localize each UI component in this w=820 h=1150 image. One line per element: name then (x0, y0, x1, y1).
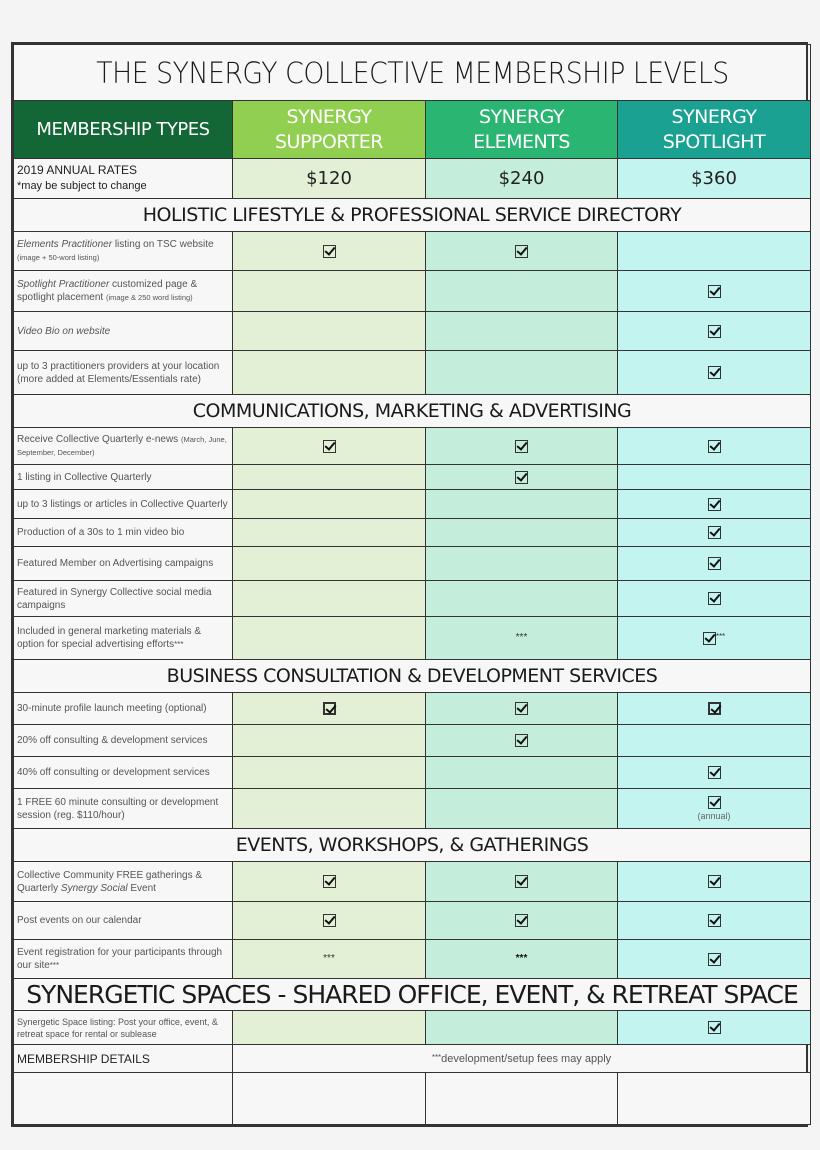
table-row (14, 312, 811, 351)
checkbox-checked-icon (515, 702, 528, 715)
cell-spotlight (618, 465, 811, 490)
feature-label: up to 3 practitioners providers at your location (more added at Elements/Essentials rate) (14, 351, 233, 395)
feature-label-italic: Video Bio on website (17, 325, 111, 337)
feature-label-text: Event registration for your participants through our site (17, 947, 223, 971)
footnote-marker: *** (431, 1052, 442, 1062)
table-row (14, 617, 811, 660)
cell-spotlight (618, 581, 811, 617)
cell-supporter (233, 757, 426, 789)
section-header (14, 829, 811, 862)
checkbox-checked-icon (515, 471, 528, 484)
footnote-stars: *** (715, 631, 726, 641)
cell-elements (426, 465, 618, 490)
cell-spotlight (618, 519, 811, 547)
section-header (14, 979, 811, 1011)
cell-elements (426, 940, 618, 979)
price-elements: $240 (426, 159, 618, 199)
cell-elements (426, 428, 618, 465)
cell-spotlight (618, 862, 811, 902)
feature-label-text: Event (127, 882, 156, 894)
feature-label: Synergetic Space listing: Post your office, event, & retreat space for rental or sublease (14, 1011, 233, 1045)
cell-elements (426, 271, 618, 312)
section-title: EVENTS, WORKSHOPS, & GATHERINGS (14, 829, 811, 862)
cell-spotlight (618, 547, 811, 581)
cell-spotlight (618, 312, 811, 351)
section-header (14, 660, 811, 693)
checkbox-checked-icon (708, 526, 721, 539)
cell-elements (426, 312, 618, 351)
section-title: COMMUNICATIONS, MARKETING & ADVERTISING (14, 395, 811, 428)
feature-label (14, 617, 233, 660)
price-supporter: $120 (233, 159, 426, 199)
cell-elements (426, 581, 618, 617)
table-row (14, 1011, 811, 1045)
feature-label (14, 271, 233, 312)
cell-elements (426, 862, 618, 902)
feature-label (14, 940, 233, 979)
membership-details-label: MEMBERSHIP DETAILS (14, 1045, 233, 1073)
cell-supporter (233, 312, 426, 351)
cell-elements (426, 693, 618, 725)
table-row (14, 490, 811, 519)
cell-supporter (233, 351, 426, 395)
cell-spotlight (618, 902, 811, 940)
table-row (14, 725, 811, 757)
tier-name-line1: SYNERGY (479, 105, 564, 128)
footnote-stars: *** (515, 632, 528, 644)
checkbox-checked-icon (708, 702, 721, 715)
empty-cell (233, 1073, 426, 1125)
table-row (14, 465, 811, 490)
cell-spotlight (618, 351, 811, 395)
feature-label: Featured Member on Advertising campaigns (14, 547, 233, 581)
price-spotlight: $360 (618, 159, 811, 199)
table-row (14, 519, 811, 547)
cell-supporter (233, 862, 426, 902)
checkbox-checked-icon (708, 953, 721, 966)
title-text: THE SYNERGY COLLECTIVE MEMBERSHIP LEVELS (95, 55, 729, 90)
cell-spotlight (618, 271, 811, 312)
membership-details-row (14, 1045, 811, 1073)
table-row (14, 789, 811, 829)
tier-header-elements (426, 101, 618, 159)
checkbox-checked-icon (708, 914, 721, 927)
rates-note: *may be subject to change (17, 180, 147, 192)
cell-supporter (233, 547, 426, 581)
checkbox-checked-icon (515, 875, 528, 888)
cell-supporter (233, 725, 426, 757)
checkbox-checked-icon (708, 766, 721, 779)
tier-name-line2: SPOTLIGHT (662, 130, 766, 153)
cell-spotlight (618, 725, 811, 757)
cell-spotlight (618, 940, 811, 979)
empty-cell (618, 1073, 811, 1125)
cell-elements (426, 1011, 618, 1045)
cell-supporter (233, 581, 426, 617)
checkbox-checked-icon (515, 245, 528, 258)
cell-supporter (233, 490, 426, 519)
feature-label: Post events on our calendar (14, 902, 233, 940)
cell-elements (426, 547, 618, 581)
feature-label: Featured in Synergy Collective social media campaigns (14, 581, 233, 617)
cell-spotlight (618, 757, 811, 789)
cell-supporter (233, 693, 426, 725)
checkbox-checked-icon (708, 592, 721, 605)
tier-name-line1: SYNERGY (286, 105, 372, 128)
empty-cell (14, 1073, 233, 1125)
cell-elements (426, 232, 618, 271)
checkbox-checked-icon (323, 914, 336, 927)
checkbox-checked-icon (708, 1021, 721, 1034)
checkbox-checked-icon (708, 498, 721, 511)
cell-spotlight (618, 789, 811, 829)
feature-label-italic: Synergy Social (60, 882, 128, 894)
checkbox-checked-icon (515, 914, 528, 927)
table-row (14, 757, 811, 789)
cell-spotlight (618, 693, 811, 725)
checkbox-checked-icon (708, 440, 721, 453)
checkbox-checked-icon (323, 245, 336, 258)
checkbox-checked-icon (708, 325, 721, 338)
cell-elements (426, 789, 618, 829)
annual-note: (annual) (697, 811, 731, 821)
table-row (14, 693, 811, 725)
annual-rates-row (14, 159, 811, 199)
cell-supporter (233, 617, 426, 660)
rates-label-text: 2019 ANNUAL RATES (17, 163, 138, 177)
feature-label-text: Collective Community FREE gatherings & Quarterly (17, 869, 203, 894)
checkbox-checked-icon (515, 734, 528, 747)
table-row (14, 351, 811, 395)
tier-name-line1: SYNERGY (671, 105, 757, 128)
checkbox-checked-icon (323, 875, 336, 888)
checkbox-checked-icon (515, 440, 528, 453)
checkbox-checked-icon (708, 285, 721, 298)
feature-label: 1 listing in Collective Quarterly (14, 465, 233, 490)
feature-label: 1 FREE 60 minute consulting or development session (reg. $110/hour) (14, 789, 233, 829)
table-row (14, 232, 811, 271)
cell-supporter (233, 1011, 426, 1045)
feature-label-text: listing on TSC website (112, 239, 214, 250)
cell-elements (426, 725, 618, 757)
cell-supporter (233, 902, 426, 940)
checkbox-checked-icon (708, 366, 721, 379)
membership-levels-table (11, 42, 808, 1127)
empty-row (14, 1073, 811, 1125)
cell-spotlight (618, 1011, 811, 1045)
footnote-marker: *** (174, 640, 184, 649)
feature-label (14, 312, 233, 351)
feature-label: up to 3 listings or articles in Collective Quarterly (14, 490, 233, 519)
checkbox-checked-icon (323, 702, 336, 715)
feature-label: 30-minute profile launch meeting (optional) (14, 693, 233, 725)
section-header (14, 395, 811, 428)
feature-label (14, 862, 233, 902)
cell-spotlight (618, 428, 811, 465)
section-title: SYNERGETIC SPACES - SHARED OFFICE, EVENT, & RETREAT SPACE (14, 979, 811, 1011)
feature-label: 20% off consulting & development services (14, 725, 233, 757)
footnote-note: development/setup fees may apply (441, 1052, 612, 1065)
feature-label-small: (image + 50-word listing) (17, 253, 100, 262)
tier-name-line2: SUPPORTER (275, 130, 383, 153)
feature-label-small: (image & 250 word listing) (105, 293, 193, 302)
table-row (14, 271, 811, 312)
feature-label (14, 428, 233, 465)
cell-spotlight (618, 490, 811, 519)
section-title: HOLISTIC LIFESTYLE & PROFESSIONAL SERVICE DIRECTORY (14, 199, 811, 232)
feature-label-text: customized page & spotlight placement (17, 279, 198, 303)
tier-header-spotlight (618, 101, 811, 159)
table-row (14, 862, 811, 902)
table-row (14, 940, 811, 979)
cell-supporter (233, 271, 426, 312)
cell-elements (426, 351, 618, 395)
checkbox-checked-icon (708, 557, 721, 570)
cell-elements (426, 757, 618, 789)
cell-supporter (233, 789, 426, 829)
feature-label-text: Included in general marketing materials & option for special advertising efforts (17, 626, 201, 650)
table-row (14, 902, 811, 940)
cell-supporter (233, 465, 426, 490)
empty-cell (426, 1073, 618, 1125)
cell-spotlight (618, 232, 811, 271)
cell-supporter (233, 232, 426, 271)
rates-label (14, 159, 233, 199)
checkbox-checked-icon (323, 440, 336, 453)
feature-label (14, 232, 233, 271)
cell-elements (426, 490, 618, 519)
checkbox-checked-icon (708, 875, 721, 888)
feature-label: Production of a 30s to 1 min video bio (14, 519, 233, 547)
table-row (14, 428, 811, 465)
footnote-stars: *** (323, 953, 335, 965)
feature-label-italic: Spotlight Practitioner (17, 279, 110, 290)
page-title (45, 45, 778, 101)
checkbox-checked-icon (703, 632, 716, 645)
section-header (14, 199, 811, 232)
cell-supporter (233, 428, 426, 465)
feature-label-small: (March, June, September, December) (17, 435, 227, 457)
tier-header-row (14, 101, 811, 159)
feature-label-text: Receive Collective Quarterly e-news (17, 434, 181, 445)
cell-elements (426, 519, 618, 547)
cell-supporter (233, 519, 426, 547)
checkbox-checked-icon (708, 796, 721, 809)
cell-elements (426, 617, 618, 660)
section-title: BUSINESS CONSULTATION & DEVELOPMENT SERVICES (14, 660, 811, 693)
feature-label-italic: Elements Practitioner (17, 239, 113, 250)
table-row (14, 581, 811, 617)
feature-label: 40% off consulting or development services (14, 757, 233, 789)
cell-elements (426, 902, 618, 940)
cell-supporter (233, 940, 426, 979)
cell-spotlight (618, 617, 811, 660)
footnote-marker: *** (49, 961, 60, 970)
tier-name-line2: ELEMENTS (473, 130, 570, 153)
table-row (14, 547, 811, 581)
footnote-stars: *** (515, 953, 528, 965)
membership-types-header: MEMBERSHIP TYPES (14, 101, 233, 159)
tier-header-supporter (233, 101, 426, 159)
footnote-text (233, 1045, 811, 1073)
